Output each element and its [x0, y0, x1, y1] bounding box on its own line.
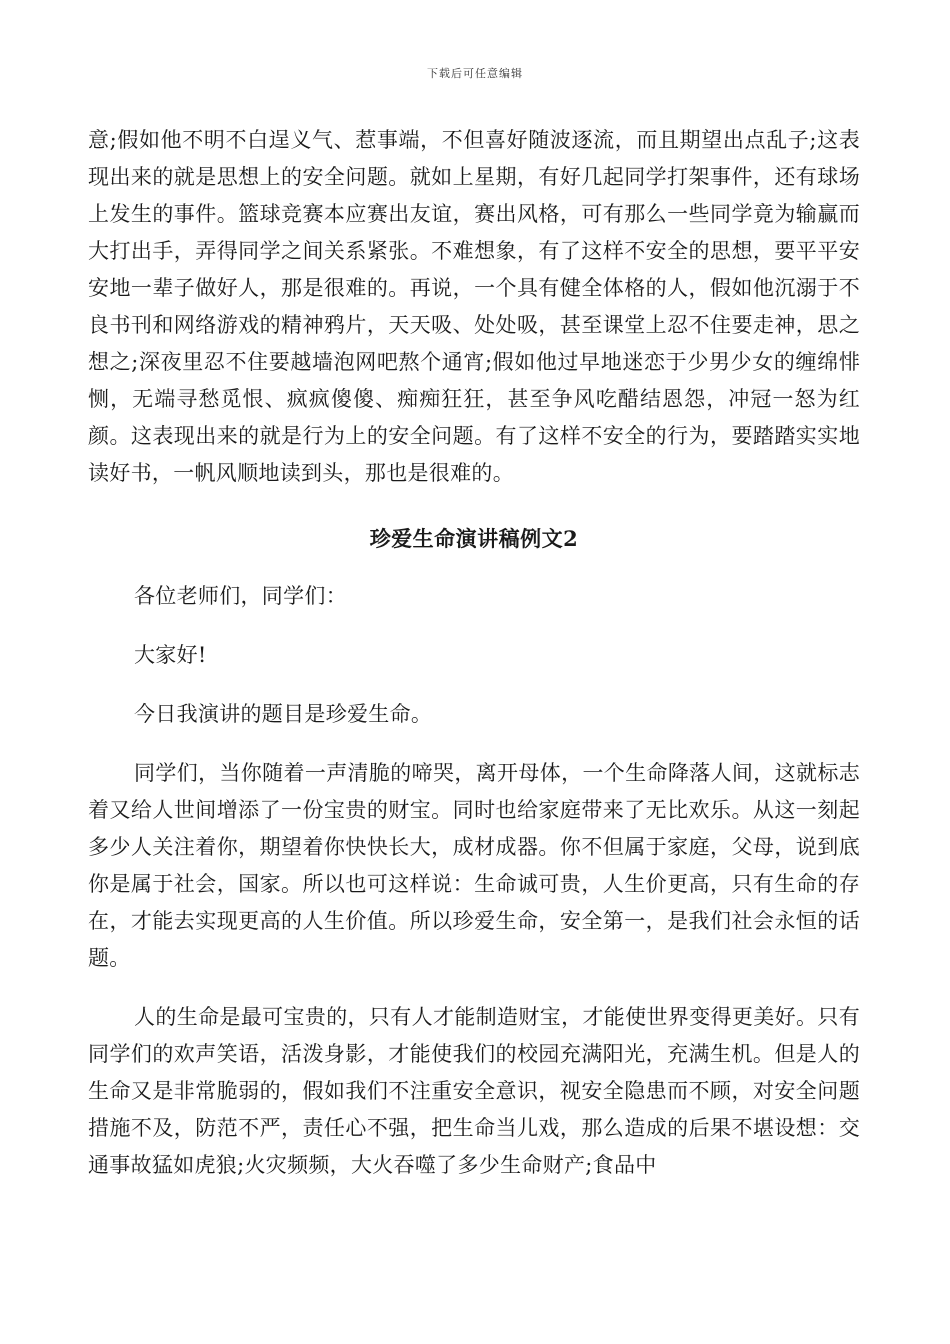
hello-paragraph: 大家好! [134, 643, 207, 667]
continued-paragraph: 意;假如他不明不白逞义气、惹事端，不但喜好随波逐流，而且期望出点乱子;这表现出来的就是思想上的安全问题。就如上星期，有好几起同学打架事件，还有球场上发生的事件。篮球竞赛本应赛出友谊，赛出风格，可有那么一些同学竟为输赢而大打出手，弄得同学之间关系紧张。不难想象，有了这样不安全的思想，要平平安安地一辈子做好人，那是很难的。再说，一个具有健全体格的人，假如他沉溺于不良书刊和网络游戏的精神鸦片，天天吸、处处吸，甚至课堂上忍不住要走神，思之想之;深夜里忍不住要越墙泡网吧熬个通宵;假如他过早地迷恋于少男少女的缠绵悱恻，无端寻愁觅恨、疯疯傻傻、痴痴狂狂，甚至争风吃醋结恩怨，冲冠一怒为红颜。这表现出来的就是行为上的安全问题。有了这样不安全的行为，要踏踏实实地读好书，一帆风顺地读到头，那也是很难的。 [88, 128, 860, 485]
body-paragraph-2: 人的生命是最可宝贵的，只有人才能制造财宝，才能使世界变得更美好。只有同学们的欢声笑语，活泼身影，才能使我们的校园充满阳光，充满生机。但是人的生命又是非常脆弱的，假如我们不注重安全意识，视安全隐患而不顾，对安全问题措施不及，防范不严，责任心不强，把生命当儿戏，那么造成的后果不堪设想：交通事故猛如虎狼;火灾频频，大火吞噬了多少生命财产;食品中 [88, 1005, 860, 1177]
section-title: 珍爱生命演讲稿例文2 [369, 526, 579, 551]
page-header: 下载后可任意编辑 [427, 67, 523, 80]
topic-paragraph: 今日我演讲的题目是珍爱生命。 [134, 702, 433, 726]
body-paragraph-1: 同学们，当你随着一声清脆的啼哭，离开母体，一个生命降落人间，这就标志着又给人世间增添了一份宝贵的财宝。同时也给家庭带来了无比欢乐。从这一刻起多少人关注着你，期望着你快快长大，成材成器。你不但属于家庭，父母，说到底你是属于社会，国家。所以也可这样说：生命诚可贵，人生价更高，只有生命的存在，才能去实现更高的人生价值。所以珍爱生命，安全第一，是我们社会永恒的话题。 [88, 761, 860, 970]
greeting-paragraph: 各位老师们，同学们： [134, 584, 347, 608]
document-body [88, 122, 860, 1184]
